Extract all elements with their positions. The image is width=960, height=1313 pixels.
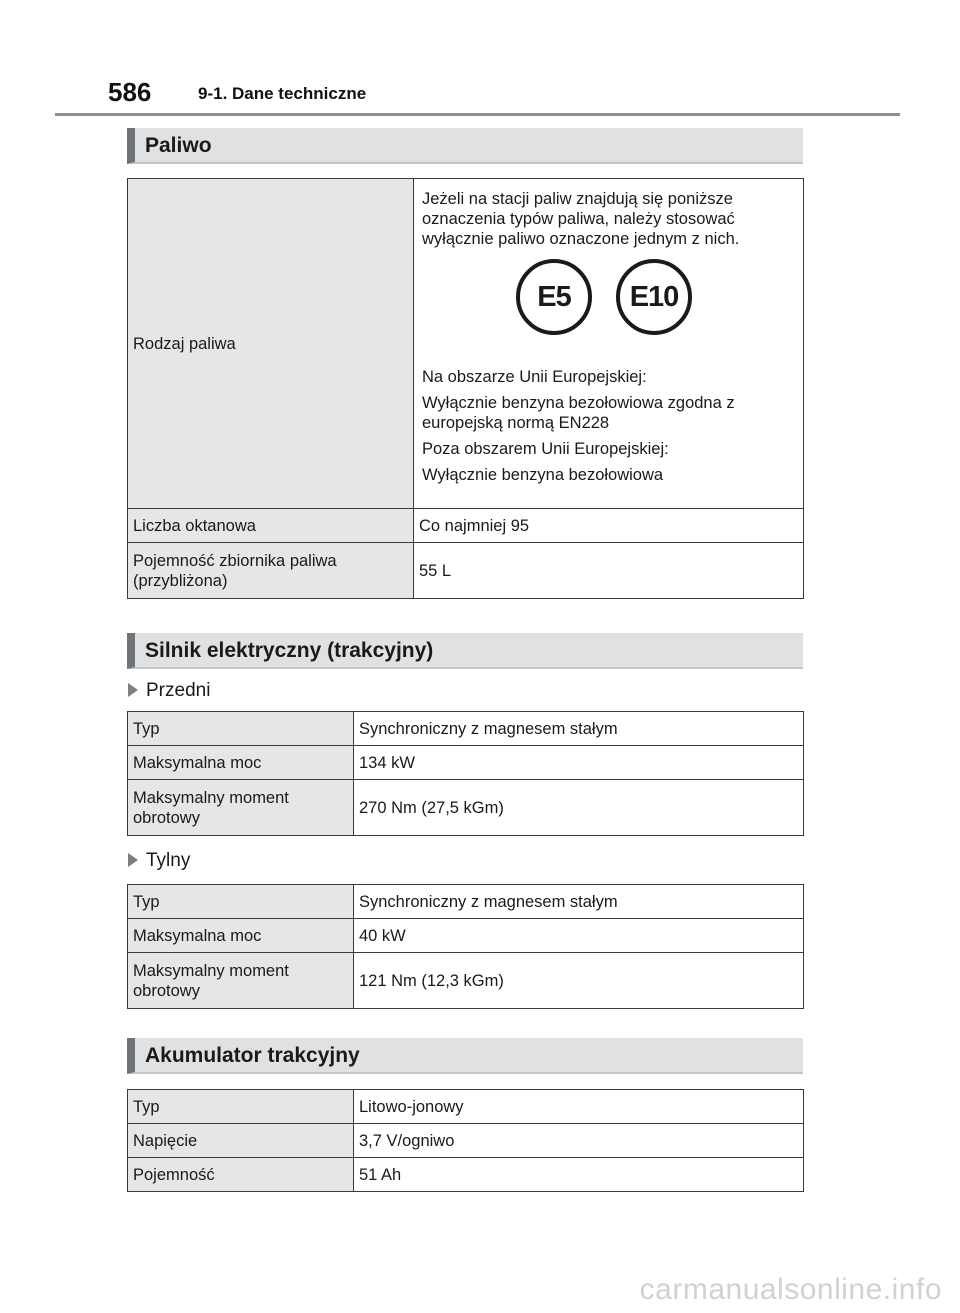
- row-value: 121 Nm (12,3 kGm): [354, 953, 804, 1009]
- page-header: [0, 0, 960, 118]
- row-value: Litowo-jonowy: [354, 1090, 804, 1124]
- row-label: Maksymalny moment obrotowy: [128, 780, 354, 836]
- table-row: [128, 885, 804, 919]
- octane-label: Liczba oktanowa: [128, 509, 414, 543]
- row-value: 40 kW: [354, 919, 804, 953]
- row-label: Maksymalna moc: [128, 919, 354, 953]
- triangle-bullet-icon: [128, 853, 138, 867]
- row-value: Synchroniczny z magnesem stałym: [354, 712, 804, 746]
- chapter-title: 9-1. Dane techniczne: [198, 84, 367, 103]
- header-divider: [55, 113, 900, 116]
- octane-value: Co najmniej 95: [414, 509, 804, 543]
- table-row: [128, 953, 804, 1009]
- triangle-bullet-icon: [128, 683, 138, 697]
- table-row: [128, 919, 804, 953]
- section-title: Silnik elektryczny (trakcyjny): [145, 639, 434, 662]
- row-value: Synchroniczny z magnesem stałym: [354, 885, 804, 919]
- table-row: [128, 780, 804, 836]
- row-value: 270 Nm (27,5 kGm): [354, 780, 804, 836]
- rear-motor-table: [127, 884, 804, 1009]
- non-eu-text: Wyłącznie benzyna bezołowiowa: [422, 466, 664, 484]
- table-row: [128, 712, 804, 746]
- row-label: Typ: [128, 1090, 354, 1124]
- row-value: 51 Ah: [354, 1158, 804, 1192]
- site-watermark: carmanualsonline.info: [639, 1273, 942, 1306]
- fuel-type-intro: Jeżeli na stacji paliw znajdują się poniższe oznaczenia typów paliwa, należy stosować wyłącznie paliwo oznaczone jednym z nich.: [422, 190, 740, 248]
- battery-table: [127, 1089, 804, 1192]
- page-number: 586: [108, 77, 152, 107]
- eu-text: Wyłącznie benzyna bezołowiowa zgodna z europejską normą EN228: [422, 394, 735, 432]
- fuel-type-label: Rodzaj paliwa: [128, 179, 414, 509]
- front-motor-label: Przedni: [128, 680, 210, 702]
- row-label: Maksymalny moment obrotowy: [128, 953, 354, 1009]
- table-row: [128, 179, 804, 509]
- fuel-type-value: [414, 179, 804, 509]
- table-row: [128, 509, 804, 543]
- section-header-fuel: [127, 128, 803, 164]
- row-label: Pojemność: [128, 1158, 354, 1192]
- e5-fuel-badge-icon: E5: [516, 259, 592, 335]
- section-title: Akumulator trakcyjny: [145, 1044, 360, 1067]
- table-row: [128, 543, 804, 599]
- section-header-motor: [127, 633, 803, 669]
- row-label: Napięcie: [128, 1124, 354, 1158]
- e10-fuel-badge-icon: E10: [616, 259, 692, 335]
- row-value: 134 kW: [354, 746, 804, 780]
- tank-value: 55 L: [414, 543, 804, 599]
- eu-heading: Na obszarze Unii Europejskiej:: [422, 368, 647, 386]
- front-motor-table: [127, 711, 804, 836]
- row-label: Typ: [128, 885, 354, 919]
- table-row: [128, 746, 804, 780]
- table-row: [128, 1158, 804, 1192]
- table-row: [128, 1090, 804, 1124]
- row-label: Typ: [128, 712, 354, 746]
- section-header-battery: [127, 1038, 803, 1074]
- non-eu-heading: Poza obszarem Unii Europejskiej:: [422, 440, 669, 458]
- row-label: Maksymalna moc: [128, 746, 354, 780]
- tank-label: Pojemność zbiornika paliwa (przybliżona): [128, 543, 414, 599]
- rear-motor-label: Tylny: [128, 850, 190, 872]
- fuel-table: [127, 178, 804, 599]
- row-value: 3,7 V/ogniwo: [354, 1124, 804, 1158]
- table-row: [128, 1124, 804, 1158]
- section-title: Paliwo: [145, 134, 212, 157]
- fuel-badges: [422, 259, 795, 355]
